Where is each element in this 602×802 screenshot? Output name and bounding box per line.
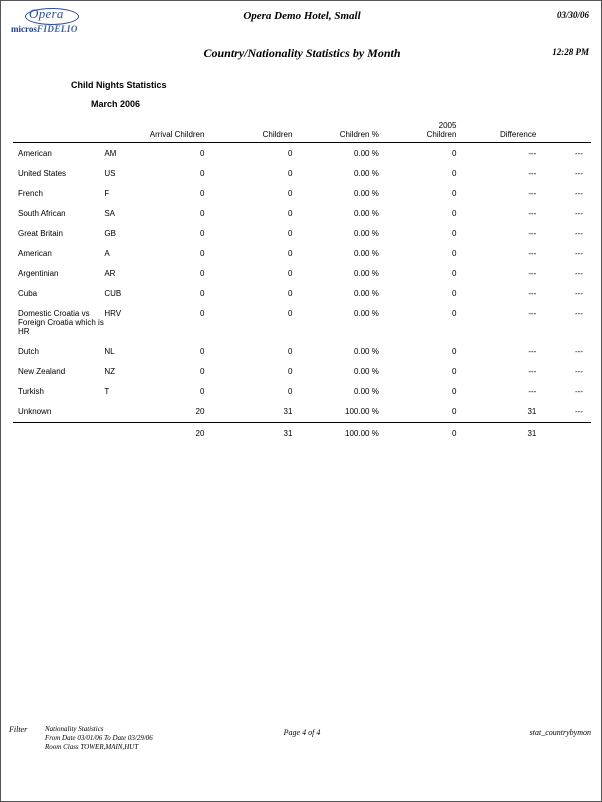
table-total-row — [13, 423, 591, 444]
cell-last: --- — [575, 407, 583, 416]
logo-micros-word: micros — [11, 24, 37, 34]
cell-code: HRV — [104, 309, 122, 318]
col-header-arrival-children: Arrival Children — [136, 113, 230, 143]
cell-arrival_children: 0 — [200, 209, 205, 218]
cell-children_2005: 0 — [451, 309, 457, 318]
col-header-children: Children — [230, 113, 310, 143]
cell-name: Domestic Croatia vs Foreign Croatia which is HR — [18, 309, 104, 336]
col-header-code — [104, 113, 136, 143]
col-header-difference: Difference — [478, 113, 556, 143]
total-cell-children_2005: 0 — [401, 423, 479, 444]
cell-code: CUB — [104, 289, 122, 298]
cell-difference: --- — [528, 269, 537, 278]
cell-last: --- — [575, 169, 583, 178]
cell-last: --- — [575, 367, 583, 376]
cell-children: 0 — [287, 387, 293, 396]
cell-arrival_children: 0 — [200, 367, 205, 376]
cell-code: F — [104, 189, 110, 198]
logo-micros-text — [11, 24, 91, 35]
total-cell-children: 31 — [230, 423, 310, 444]
cell-children: 0 — [287, 189, 293, 198]
cell-last: --- — [575, 347, 583, 356]
table-row — [13, 361, 591, 381]
cell-code: AR — [104, 269, 116, 278]
cell-arrival_children: 20 — [195, 407, 205, 416]
cell-children_2005: 0 — [451, 229, 457, 238]
cell-children: 31 — [283, 407, 293, 416]
cell-code: T — [104, 387, 110, 396]
cell-name: Turkish — [18, 387, 44, 396]
col-header-children-pct: Children % — [310, 113, 400, 143]
total-cell-name — [13, 423, 104, 444]
cell-children_pct: 0.00 % — [353, 347, 379, 356]
cell-last: --- — [575, 149, 583, 158]
cell-code: GB — [104, 229, 116, 238]
cell-difference: --- — [528, 149, 537, 158]
print-time: 12:28 PM — [552, 47, 589, 57]
cell-children_2005: 0 — [451, 347, 457, 356]
statistics-table — [13, 113, 591, 443]
total-cell-difference: 31 — [478, 423, 556, 444]
table-row — [13, 341, 591, 361]
footer-page-number: Page 4 of 4 — [283, 728, 321, 737]
cell-arrival_children: 0 — [200, 149, 205, 158]
cell-name: French — [18, 189, 43, 198]
table-row — [13, 243, 591, 263]
cell-code: NZ — [104, 367, 116, 376]
table-row — [13, 263, 591, 283]
cell-code: AM — [104, 149, 117, 158]
cell-arrival_children: 0 — [200, 169, 205, 178]
cell-children_pct: 0.00 % — [353, 367, 379, 376]
col-header-2005-year: 2005 — [438, 121, 457, 130]
col-header-name — [13, 113, 104, 143]
table-body — [13, 143, 591, 444]
statistics-table-element — [13, 113, 591, 443]
cell-code: SA — [104, 209, 116, 218]
logo-opera-text: Opera — [29, 6, 64, 21]
col-header-last — [556, 113, 591, 143]
cell-children: 0 — [287, 149, 293, 158]
table-row — [13, 203, 591, 223]
cell-children_pct: 0.00 % — [353, 149, 379, 158]
cell-children: 0 — [287, 367, 293, 376]
cell-last: --- — [575, 249, 583, 258]
cell-children_2005: 0 — [451, 387, 457, 396]
cell-name: American — [18, 249, 52, 258]
cell-children_2005: 0 — [451, 249, 457, 258]
cell-children: 0 — [287, 269, 293, 278]
page-footer — [1, 725, 602, 765]
cell-children_pct: 0.00 % — [353, 249, 379, 258]
table-row — [13, 143, 591, 164]
cell-code: NL — [104, 347, 115, 356]
total-cell-arrival_children: 20 — [136, 423, 230, 444]
total-cell-children_pct: 100.00 % — [310, 423, 400, 444]
cell-difference: --- — [528, 309, 537, 318]
cell-children_pct: 0.00 % — [353, 229, 379, 238]
cell-children_2005: 0 — [451, 269, 457, 278]
cell-name: New Zealand — [18, 367, 66, 376]
footer-filter-line-2: From Date 03/01/06 To Date 03/29/06 — [45, 734, 153, 742]
cell-difference: --- — [528, 209, 537, 218]
logo-fidelio-word: FIDELIO — [36, 24, 78, 34]
footer-filter-line-1: Nationality Statistics — [45, 725, 104, 733]
print-date: 03/30/06 — [556, 10, 589, 20]
cell-children_2005: 0 — [451, 407, 457, 416]
footer-report-ref: stat_countrybymon — [529, 728, 591, 737]
cell-difference: --- — [528, 347, 537, 356]
cell-last: --- — [575, 387, 583, 396]
cell-children_pct: 0.00 % — [353, 309, 379, 318]
total-cell-last — [556, 423, 591, 444]
cell-name: Dutch — [18, 347, 39, 356]
table-row — [13, 223, 591, 243]
cell-children_2005: 0 — [451, 289, 457, 298]
footer-filter-label: Filter — [9, 725, 28, 734]
cell-code: US — [104, 169, 116, 178]
table-row — [13, 303, 591, 341]
cell-difference: --- — [528, 249, 537, 258]
cell-last: --- — [575, 309, 583, 318]
col-header-2005-children: Children — [426, 130, 457, 139]
section-title: Child Nights Statistics — [71, 80, 167, 90]
cell-code — [104, 401, 136, 423]
table-row — [13, 401, 591, 423]
cell-name: Great Britain — [18, 229, 63, 238]
cell-children_pct: 0.00 % — [353, 189, 379, 198]
cell-difference: --- — [528, 387, 537, 396]
cell-difference: --- — [528, 367, 537, 376]
cell-last: --- — [575, 269, 583, 278]
table-row — [13, 183, 591, 203]
table-head — [13, 113, 591, 143]
cell-children: 0 — [287, 209, 293, 218]
table-row — [13, 381, 591, 401]
cell-last: --- — [575, 229, 583, 238]
section-month: March 2006 — [91, 99, 141, 109]
cell-children_pct: 0.00 % — [353, 169, 379, 178]
cell-name: United States — [18, 169, 67, 178]
report-title: Country/Nationality Statistics by Month — [203, 46, 401, 60]
cell-name: American — [18, 149, 52, 158]
cell-difference: 31 — [527, 407, 537, 416]
cell-children_2005: 0 — [451, 189, 457, 198]
cell-last: --- — [575, 189, 583, 198]
cell-children_pct: 100.00 % — [345, 407, 379, 416]
cell-children: 0 — [287, 249, 293, 258]
cell-children_pct: 0.00 % — [353, 289, 379, 298]
hotel-title: Opera Demo Hotel, Small — [243, 10, 361, 22]
cell-arrival_children: 0 — [200, 229, 205, 238]
cell-arrival_children: 0 — [200, 309, 205, 318]
cell-children: 0 — [287, 309, 293, 318]
cell-children_pct: 0.00 % — [353, 269, 379, 278]
cell-arrival_children: 0 — [200, 289, 205, 298]
cell-children_2005: 0 — [451, 169, 457, 178]
col-header-children-2005 — [401, 113, 479, 143]
cell-name: Cuba — [18, 289, 38, 298]
cell-children_pct: 0.00 % — [353, 387, 379, 396]
cell-difference: --- — [528, 229, 537, 238]
cell-children: 0 — [287, 347, 293, 356]
cell-difference: --- — [528, 289, 537, 298]
cell-arrival_children: 0 — [200, 269, 205, 278]
cell-name: Unknown — [18, 407, 52, 416]
cell-children: 0 — [287, 169, 293, 178]
cell-children_2005: 0 — [451, 149, 457, 158]
cell-arrival_children: 0 — [200, 347, 205, 356]
table-header-row — [13, 113, 591, 143]
total-cell-code — [104, 423, 136, 444]
cell-difference: --- — [528, 169, 537, 178]
cell-difference: --- — [528, 189, 537, 198]
cell-children_2005: 0 — [451, 209, 457, 218]
cell-name: Argentinian — [18, 269, 59, 278]
cell-children: 0 — [287, 289, 293, 298]
cell-children_pct: 0.00 % — [353, 209, 379, 218]
cell-code: A — [104, 249, 110, 258]
footer-filter-line-3: Room Class TOWER,MAIN,HUT — [45, 743, 139, 751]
cell-name: South African — [18, 209, 66, 218]
table-row — [13, 283, 591, 303]
cell-arrival_children: 0 — [200, 387, 205, 396]
cell-last: --- — [575, 209, 583, 218]
cell-last: --- — [575, 289, 583, 298]
cell-arrival_children: 0 — [200, 189, 205, 198]
cell-children: 0 — [287, 229, 293, 238]
cell-children_2005: 0 — [451, 367, 457, 376]
cell-arrival_children: 0 — [200, 249, 205, 258]
table-row — [13, 163, 591, 183]
